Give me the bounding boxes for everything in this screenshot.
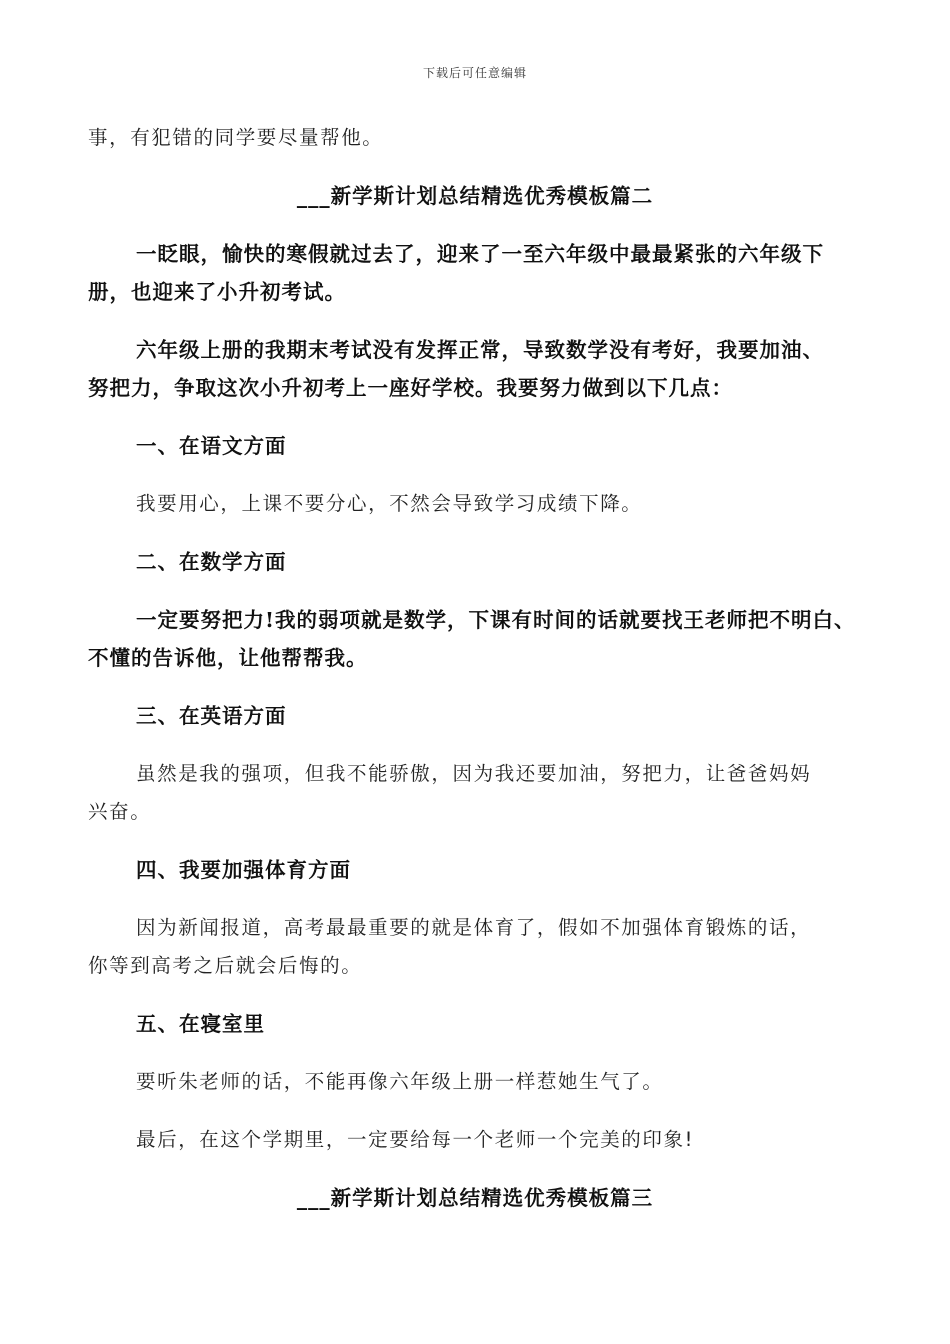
paragraph-line: 不懂的告诉他，让他帮帮我。 xyxy=(88,646,368,670)
paragraph-line: 一眨眼，愉快的寒假就过去了，迎来了一至六年级中最最紧张的六年级下 xyxy=(136,242,824,266)
paragraph-line: 册，也迎来了小升初考试。 xyxy=(88,280,346,304)
paragraph-line: 你等到高考之后就会后悔的。 xyxy=(88,954,363,977)
paragraph-line: 兴奋。 xyxy=(88,800,152,823)
subheading: 三、在英语方面 xyxy=(136,704,287,728)
page-header: 下载后可任意编辑 xyxy=(422,66,527,80)
paragraph-line: 一定要努把力!我的弱项就是数学，下课有时间的话就要找王老师把不明白、 xyxy=(136,608,856,632)
subheading: 一、在语文方面 xyxy=(136,434,287,458)
subheading: 四、我要加强体育方面 xyxy=(136,858,351,882)
paragraph-line: 因为新闻报道，高考最最重要的就是体育了，假如不加强体育锻炼的话， xyxy=(136,916,812,939)
paragraph-line: 我要用心，上课不要分心，不然会导致学习成绩下降。 xyxy=(136,492,643,515)
subheading: 五、在寝室里 xyxy=(136,1012,265,1036)
paragraph-line: 六年级上册的我期末考试没有发挥正常，导致数学没有考好，我要加油、 xyxy=(136,338,824,362)
section-title: ___新学斯计划总结精选优秀模板篇三 xyxy=(296,1186,654,1210)
paragraph-line: 虽然是我的强项，但我不能骄傲，因为我还要加油，努把力，让爸爸妈妈 xyxy=(136,762,812,785)
section-title: ___新学斯计划总结精选优秀模板篇二 xyxy=(296,184,654,208)
paragraph-line: 要听朱老师的话，不能再像六年级上册一样惹她生气了。 xyxy=(136,1070,664,1093)
paragraph-line: 事，有犯错的同学要尽量帮他。 xyxy=(88,126,384,149)
paragraph-line: 努把力，争取这次小升初考上一座好学校。我要努力做到以下几点： xyxy=(88,376,733,400)
paragraph-line: 最后，在这个学期里，一定要给每一个老师一个完美的印象! xyxy=(136,1128,695,1151)
subheading: 二、在数学方面 xyxy=(136,550,287,574)
